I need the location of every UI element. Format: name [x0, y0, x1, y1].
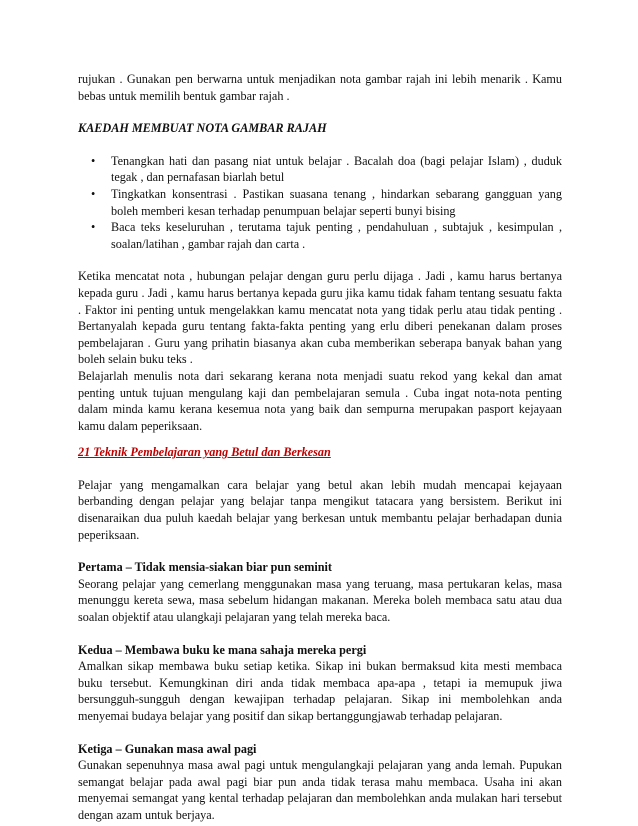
list-item-text: Tingkatkan konsentrasi . Pastikan suasana tenang , hindarkan sebarang gangguan yang boleh memberi kesan terhadap penumpuan belajar seperti bunyi bising — [111, 186, 562, 218]
list-item — [78, 219, 562, 252]
bullet-icon: • — [91, 153, 96, 168]
list-item-text: Tenangkan hati dan pasang niat untuk belajar . Bacalah doa (bagi pelajar Islam) , duduk tegak , dan pernafasan biarlah betul — [111, 153, 562, 185]
item-body: Seorang pelajar yang cemerlang menggunakan masa yang teruang, masa pertukaran kelas, masa menunggu kereta sewa, masa sebelum hidangan makanan. Mereka boleh membaca satu atau dua soalan objektif atau ulangkaji pelajaran yang telah mereka baca. — [78, 576, 562, 625]
list-item — [78, 186, 562, 219]
item-title: Kedua – Membawa buku ke mana sahaja mereka pergi — [78, 642, 367, 657]
body-paragraph: Ketika mencatat nota , hubungan pelajar dengan guru perlu dijaga . Jadi , kamu harus bertanya kepada guru . Jadi , kamu harus bertanya kepada guru jika kamu tidak faham tentang sesuatu fakta . Faktor ini penting untuk mengelakkan kamu mencatat nota yang tidak perlu atau tidak penting . Bertanyalah kepada guru tentang fakta-fakta penting yang erlu diberi penekanan dalam proses pembelajaran . Guru yang prihatin biasanya akan cuba memberikan seberapa banyak bahan yang boleh selain buku teks . — [78, 269, 562, 367]
list-item-text: Baca teks keseluruhan , terutama tajuk penting , pendahuluan , subtajuk , kesimpulan , soalan/latihan , gambar rajah dan carta . — [111, 220, 562, 251]
item-title: Ketiga – Gunakan masa awal pagi — [78, 741, 257, 756]
item-body: Gunakan sepenuhnya masa awal pagi untuk mengulangkaji pelajaran yang anda lemah. Pupukan semangat belajar pada awal pagi biar pun anda tidak terasa mahu membaca. Usaha ini akan menyemai semangat yang kental terhadap pelajaran dan membolehkan anda mulakan hari tersebut dengan azam untuk berjaya. — [78, 758, 562, 822]
bullet-icon: • — [91, 220, 96, 235]
body-paragraph: Pelajar yang mengamalkan cara belajar yang betul akan lebih mudah mencapai kejayaan berbanding dengan pelajar yang belajar tanpa mengikut tatacara yang bersistem. Berikut ini disenaraikan dua puluh kaedah belajar yang berkesan untuk membantu pelajar berhadapan dunia peperiksaan. — [78, 477, 562, 542]
bullet-list — [78, 153, 562, 253]
list-item — [78, 153, 562, 186]
document-page — [78, 71, 562, 824]
section-heading-teknik: 21 Teknik Pembelajaran yang Betul dan Berkesan — [78, 445, 331, 460]
item-body: Amalkan sikap membawa buku setiap ketika. Sikap ini bukan bermaksud kita mesti membaca buku tersebut. Kemungkinan diri anda tidak membaca apa-apa , tetapi ia memupuk jiwa bersungguh-sungguh dengan kewajipan terhadap pelajaran. Sikap ini membolehkan anda menyemai budaya belajar yang positif dan sikap bertanggungjawab terhadap pelajaran. — [78, 659, 562, 723]
section-heading-kaedah: KAEDAH MEMBUAT NOTA GAMBAR RAJAH — [78, 121, 327, 136]
body-paragraph: Belajarlah menulis nota dari sekarang kerana nota menjadi suatu rekod yang kekal dan amat penting untuk tujuan mengulang kaji dan pembelajaran semula . Cuba ingat nota-nota penting dalam minda kamu kerana kesemua nota yang baik dan sempurna merupakan pasport kejayaan kamu dalam peperiksaan. — [78, 368, 562, 433]
item-title: Pertama – Tidak mensia-siakan biar pun seminit — [78, 560, 332, 575]
bullet-icon: • — [91, 186, 96, 201]
intro-paragraph: rujukan . Gunakan pen berwarna untuk menjadikan nota gambar rajah ini lebih menarik . Kamu bebas untuk memilih bentuk gambar rajah . — [78, 72, 562, 103]
